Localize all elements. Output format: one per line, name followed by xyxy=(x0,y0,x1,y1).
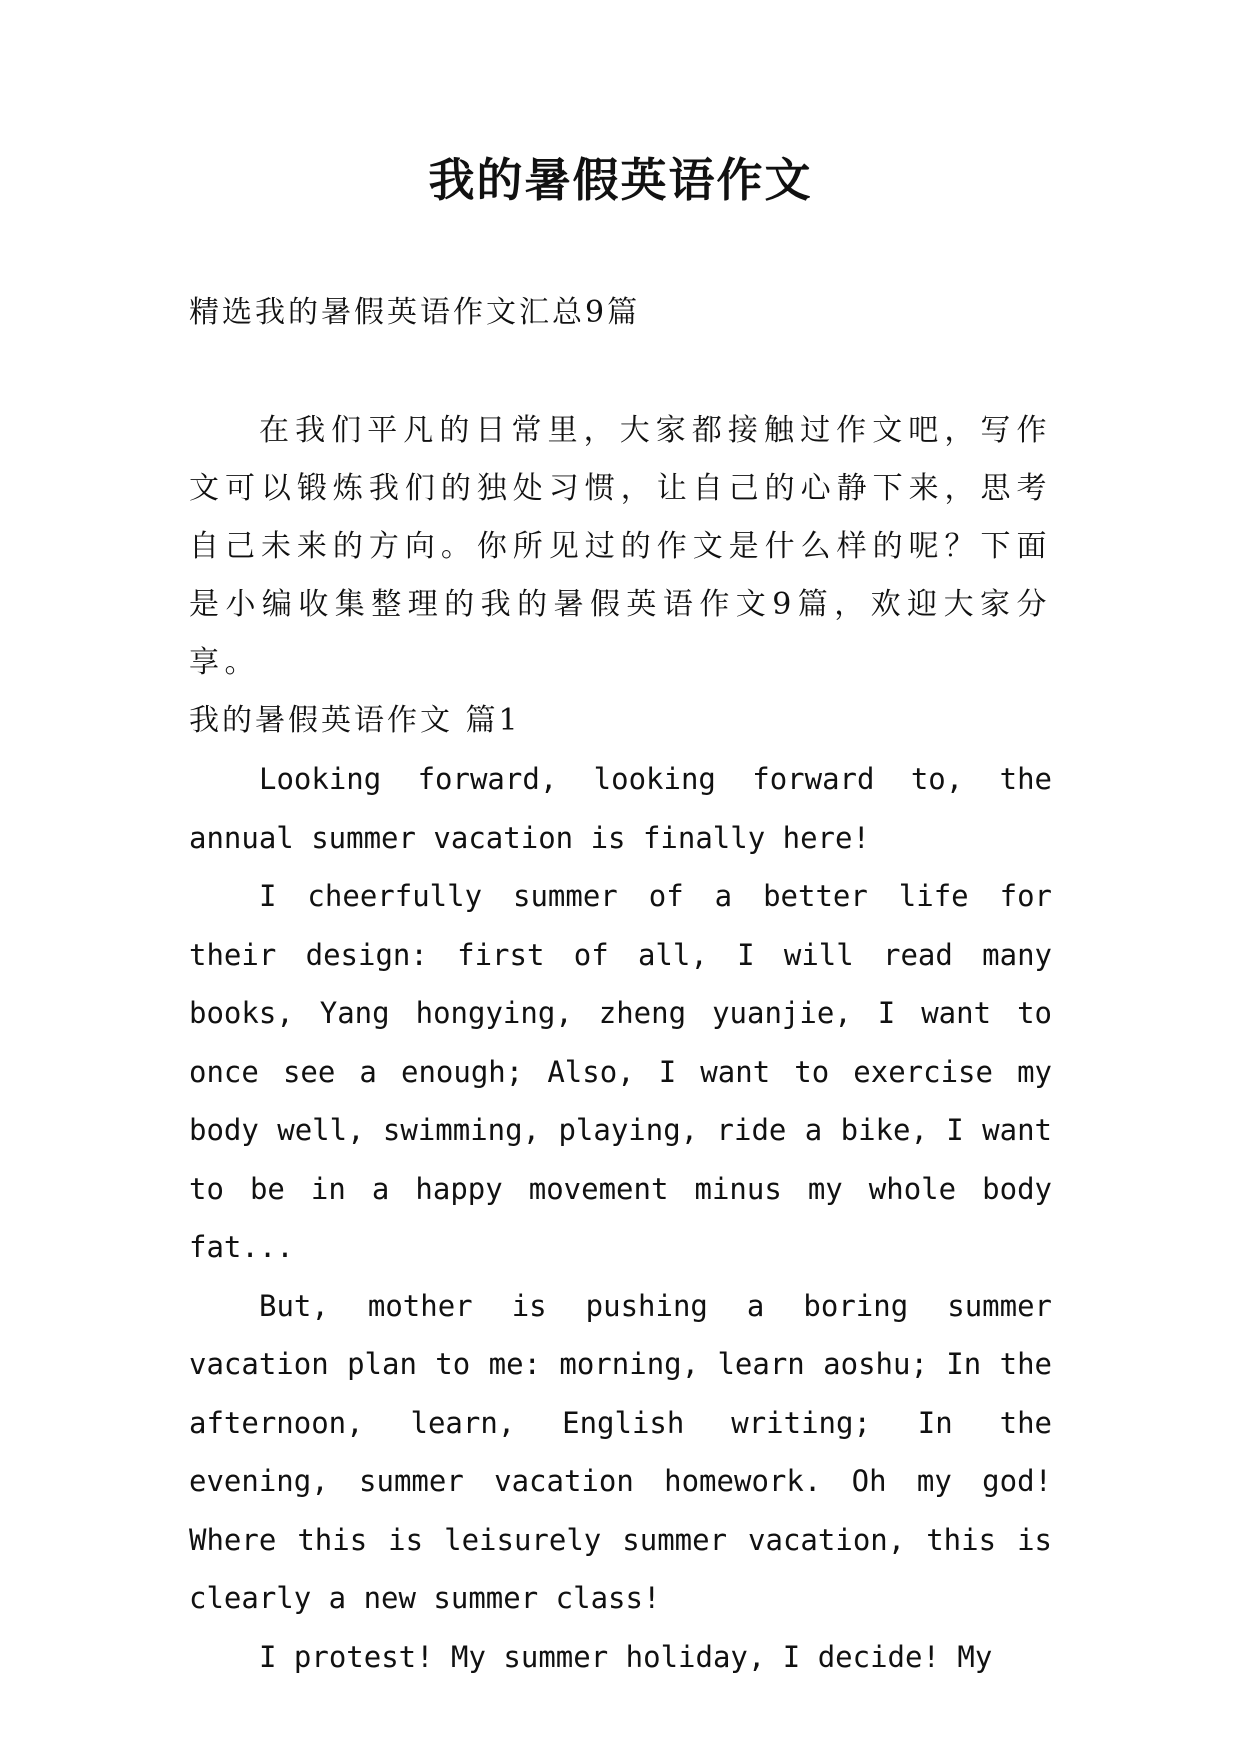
intro-paragraph: 在我们平凡的日常里，大家都接触过作文吧，写作文可以锻炼我们的独处习惯，让自己的心静下来，思考自己未来的方向。你所见过的作文是什么样的呢？下面是小编收集整理的我的暑假英语作文9篇，欢迎大家分享。 xyxy=(189,413,1052,680)
essay-paragraph-3: But, mother is pushing a boring summer vacation plan to me: morning, learn aoshu; In the afternoon, learn, English writing; In the evening, summer vacation homework. Oh my god! Where this is leisurely summer vacation, this is clearly a new summer class! xyxy=(189,1288,1052,1615)
essay-paragraph-2: I cheerfully summer of a better life for their design: first of all, I will read many books, Yang hongying, zheng yuanjie, I want to once see a enough; Also, I want to exercise my body well, swimming, playing, ride a bike, I want to be in a happy movement minus my whole body fat... xyxy=(189,879,1052,1264)
document-body xyxy=(189,402,1052,1686)
document-subtitle: 精选我的暑假英语作文汇总9篇 xyxy=(189,295,641,330)
document-title: 我的暑假英语作文 xyxy=(428,153,813,207)
essay-paragraph-4: I protest! My summer holiday, I decide! My xyxy=(259,1639,993,1674)
section-heading: 我的暑假英语作文 篇1 xyxy=(189,703,521,738)
essay-paragraph-1: Looking forward, looking forward to, the annual summer vacation is finally here! xyxy=(189,762,1052,855)
